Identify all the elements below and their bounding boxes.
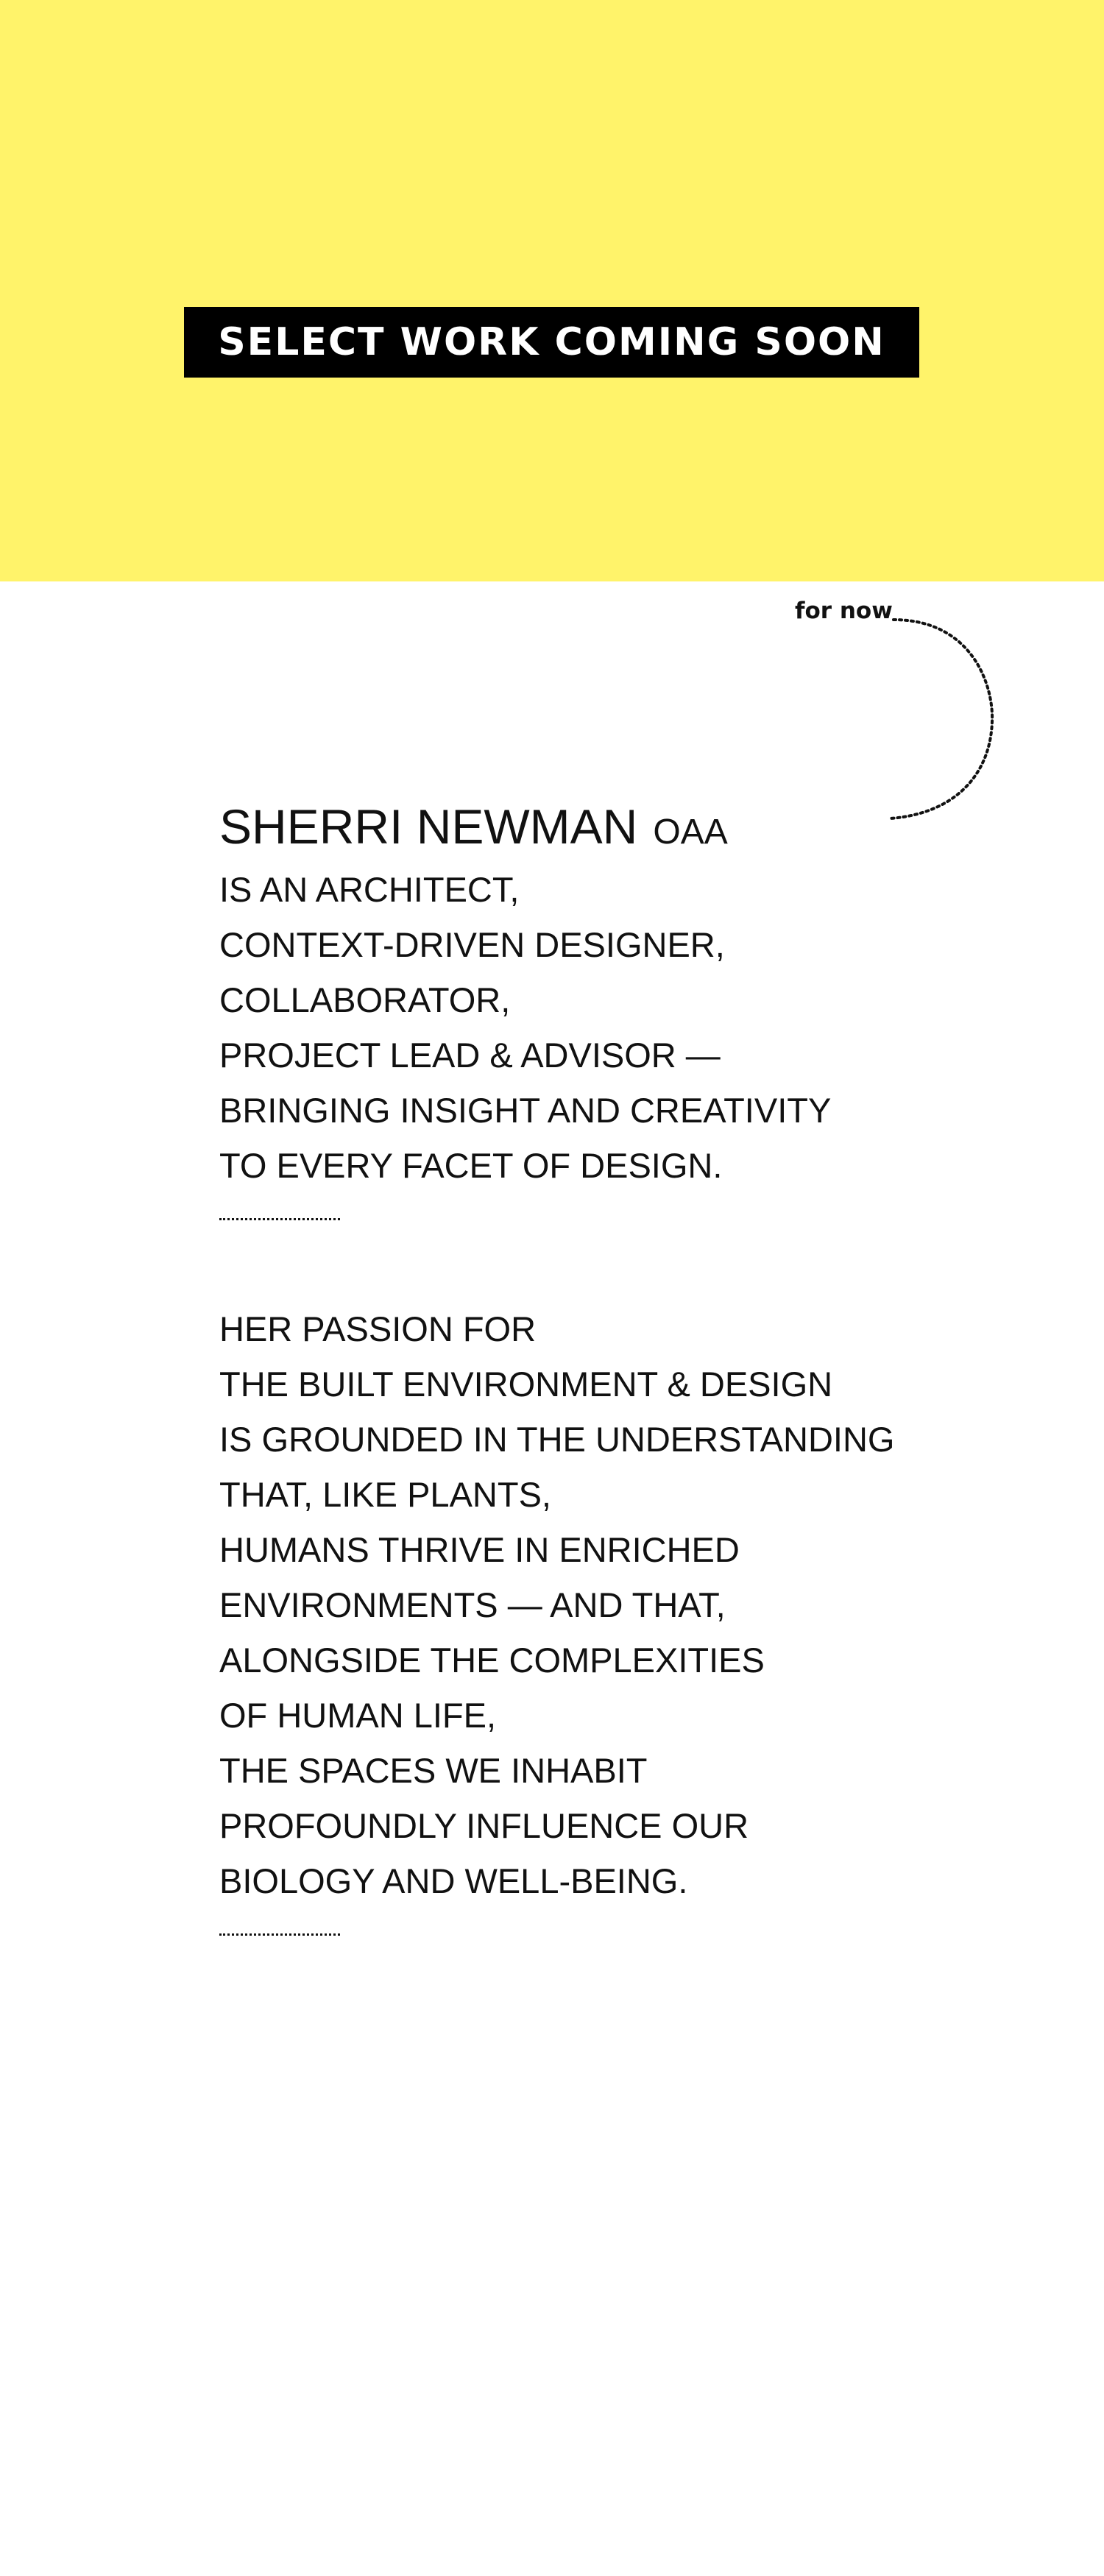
hero-banner	[0, 0, 1104, 581]
intro-line: CONTEXT-DRIVEN DESIGNER,	[219, 925, 725, 964]
intro-line: PROJECT LEAD & ADVISOR —	[219, 1036, 721, 1075]
for-now-annotation: for now	[795, 598, 893, 624]
bio-content	[219, 791, 1029, 1936]
dotted-divider	[219, 1933, 340, 1936]
passion-line: OF HUMAN LIFE,	[219, 1696, 497, 1735]
intro-line: COLLABORATOR,	[219, 980, 511, 1019]
passion-line: IS GROUNDED IN THE UNDERSTANDING	[219, 1420, 895, 1459]
passion-line: HER PASSION FOR	[219, 1309, 537, 1348]
passion-line: ENVIRONMENTS — AND THAT,	[219, 1585, 726, 1624]
intro-line: TO EVERY FACET OF DESIGN.	[219, 1146, 723, 1185]
coming-soon-label: SELECT WORK COMING SOON	[184, 307, 919, 378]
passion-line: THE SPACES WE INHABIT	[219, 1751, 648, 1790]
passion-line: BIOLOGY AND WELL-BEING.	[219, 1861, 688, 1900]
passion-line: THE BUILT ENVIRONMENT & DESIGN	[219, 1365, 833, 1404]
passion-line: ALONGSIDE THE COMPLEXITIES	[219, 1641, 765, 1680]
credential-label: OAA	[653, 813, 728, 852]
passion-paragraph	[219, 1301, 1029, 1908]
intro-line: BRINGING INSIGHT AND CREATIVITY	[219, 1091, 832, 1130]
intro-line: IS AN ARCHITECT,	[219, 870, 520, 909]
passion-line: HUMANS THRIVE IN ENRICHED	[219, 1530, 740, 1569]
bio-heading	[219, 791, 1029, 862]
architect-name: SHERRI NEWMAN	[219, 799, 638, 854]
dotted-divider	[219, 1218, 340, 1220]
passion-line: PROFOUNDLY INFLUENCE OUR	[219, 1806, 749, 1845]
passion-line: THAT, LIKE PLANTS,	[219, 1475, 551, 1514]
